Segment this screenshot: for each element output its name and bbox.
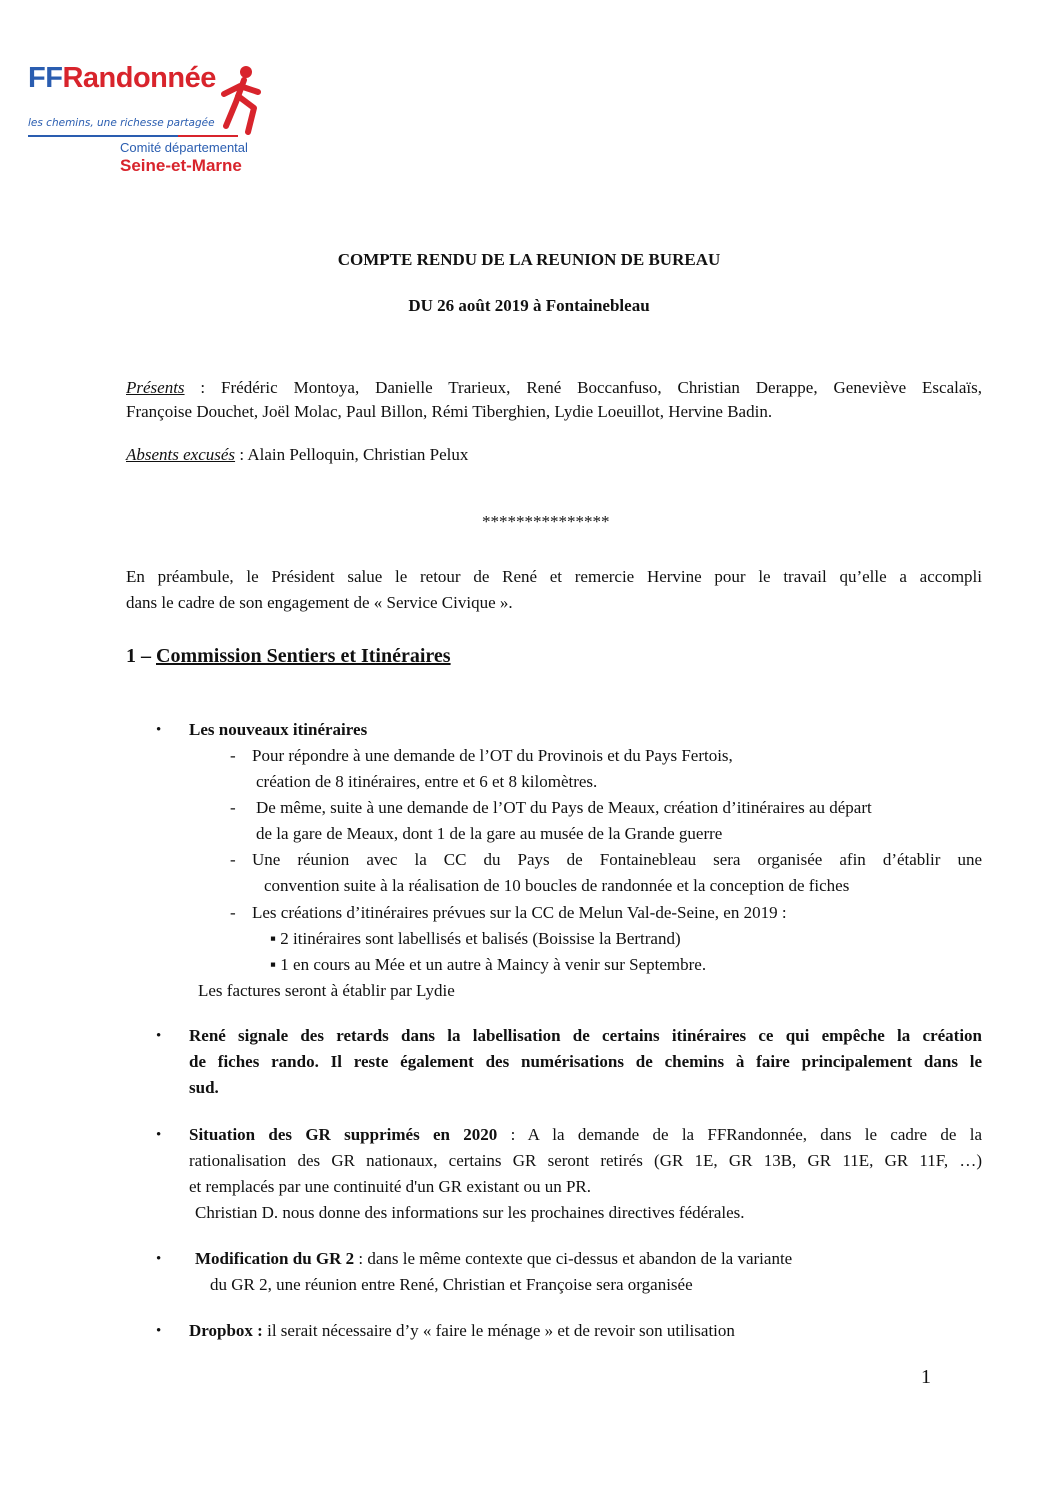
preamble-line-2: dans le cadre de son engagement de « Service Civique ».	[126, 593, 513, 612]
rene-paragraph-line-2: de fiches rando. Il reste également des numérisations de chemins à faire principalement dans le	[189, 1052, 982, 1071]
gr-paragraph-line-4: Christian D. nous donne des informations sur les prochaines directives fédérales.	[195, 1203, 745, 1222]
list-item: création de 8 itinéraires, entre et 6 et 8 kilomètres.	[256, 772, 598, 791]
document-subtitle: DU 26 août 2019 à Fontainebleau	[408, 296, 650, 315]
dash-icon: -	[230, 798, 236, 817]
document-title: COMPTE RENDU DE LA REUNION DE BUREAU	[337, 250, 721, 269]
presents-line-1: Présents : Frédéric Montoya, Danielle Trarieux, René Boccanfuso, Christian Derappe, Geneviève Escalaïs,	[126, 378, 982, 397]
section-heading: 1 – Commission Sentiers et Itinéraires	[126, 645, 451, 667]
dash-icon: -	[230, 903, 236, 922]
bullet-icon: •	[156, 1028, 162, 1044]
dropbox-label: Dropbox :	[189, 1321, 263, 1340]
dash-icon: -	[230, 850, 236, 869]
list-item: De même, suite à une demande de l’OT du Pays de Meaux, création d’itinéraires au départ	[256, 798, 872, 817]
gr2-label: Modification du GR 2	[195, 1249, 355, 1268]
logo-comite: Comité départemental	[120, 140, 248, 155]
walker-icon	[218, 64, 266, 136]
presents-label: Présents	[126, 378, 185, 397]
dash-icon: -	[230, 746, 236, 765]
presents-line-2: Françoise Douchet, Joël Molac, Paul Billon, Rémi Tiberghien, Lydie Loeuillot, Hervine Badin.	[126, 402, 773, 421]
gr-label: Situation des GR supprimés en 2020	[189, 1125, 498, 1144]
preamble-line-1: En préambule, le Président salue le retour de René et remercie Hervine pour le travail qu’elle a accompli	[126, 567, 982, 586]
gr-paragraph-line-2: rationalisation des GR nationaux, certains GR seront retirés (GR 1E, GR 13B, GR 11E, GR 11F, …)	[189, 1151, 982, 1170]
gr-paragraph-line-1: Situation des GR supprimés en 2020 : A la demande de la FFRandonnée, dans le cadre de la	[189, 1125, 982, 1144]
sub-list-item: ▪ 1 en cours au Mée et un autre à Maincy à venir sur Septembre.	[270, 955, 707, 974]
bullet-icon: •	[156, 1251, 162, 1267]
separator: ***************	[482, 512, 610, 531]
list-item: convention suite à la réalisation de 10 boucles de randonnée et la conception de fiches	[264, 876, 850, 895]
sub-list-item: ▪ 2 itinéraires sont labellisés et balisés (Boissise la Bertrand)	[270, 929, 681, 948]
gr2-line-2: du GR 2, une réunion entre René, Christian et Françoise sera organisée	[210, 1275, 693, 1294]
bullet-icon: •	[156, 1127, 162, 1143]
itineraires-heading: Les nouveaux itinéraires	[189, 720, 368, 739]
logo-tagline: les chemins, une richesse partagée	[28, 117, 215, 129]
list-item: Une réunion avec la CC du Pays de Fontainebleau sera organisée afin d’établir une	[252, 850, 982, 869]
logo-underline	[28, 135, 238, 137]
logo-department: Seine-et-Marne	[120, 156, 242, 175]
rene-paragraph-line-3: sud.	[189, 1078, 219, 1097]
dropbox-line: Dropbox : il serait nécessaire d’y « faire le ménage » et de revoir son utilisation	[189, 1321, 735, 1340]
section-title: Commission Sentiers et Itinéraires	[156, 645, 451, 667]
absents-line: Absents excusés : Alain Pelloquin, Christian Pelux	[126, 445, 469, 464]
gr-paragraph-line-3: et remplacés par une continuité d'un GR existant ou un PR.	[189, 1177, 592, 1196]
factures-note: Les factures seront à établir par Lydie	[198, 981, 455, 1000]
ffrandonnee-logo	[28, 62, 250, 174]
gr2-line-1: Modification du GR 2 : dans le même contexte que ci-dessus et abandon de la variante	[195, 1249, 793, 1268]
bullet-icon: •	[156, 1323, 162, 1339]
list-item: Les créations d’itinéraires prévues sur la CC de Melun Val-de-Seine, en 2019 :	[252, 903, 787, 922]
list-item: de la gare de Meaux, dont 1 de la gare au musée de la Grande guerre	[256, 824, 723, 843]
list-item: Pour répondre à une demande de l’OT du Provinois et du Pays Fertois,	[252, 746, 733, 765]
rene-paragraph-line-1: René signale des retards dans la labellisation de certains itinéraires ce qui empêche la création	[189, 1026, 982, 1045]
page-number: 1	[921, 1366, 931, 1388]
logo-brand: FFRandonnée	[28, 62, 216, 94]
bullet-icon: •	[156, 722, 162, 738]
absents-label: Absents excusés	[126, 445, 236, 464]
